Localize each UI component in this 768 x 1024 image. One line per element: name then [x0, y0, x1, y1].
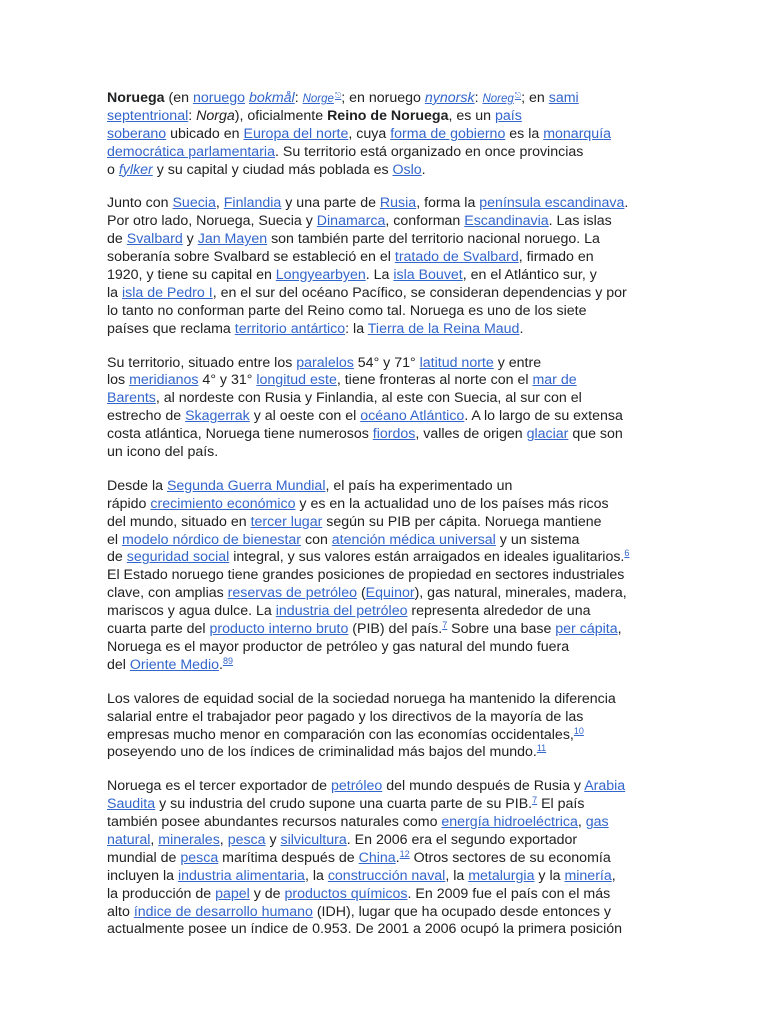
text-segment: mundial de [107, 849, 181, 866]
wiki-link[interactable]: Norge [302, 93, 334, 105]
wiki-link[interactable]: producto interno bruto [209, 621, 349, 638]
text-line [107, 426, 667, 444]
text-segment: y es en la actualidad uno de los países más ricos [295, 495, 609, 512]
text-segment: 4° y 31° [198, 372, 257, 389]
text-line [107, 886, 667, 904]
text-segment: , en el sur del océano Pacífico, se consideran dependencias y por [212, 284, 627, 301]
text-segment: soberanía sobre Svalbard se estableció en el [107, 249, 395, 266]
paragraph [107, 195, 667, 338]
wiki-link[interactable]: océano Atlántico [360, 408, 465, 425]
text-segment: . [519, 320, 524, 337]
text-segment: Por otro lado, Noruega, Suecia y [107, 213, 317, 230]
text-segment: : [188, 107, 197, 124]
wiki-link[interactable]: paralelos [296, 354, 354, 371]
external-link-icon: ⎋ [514, 91, 522, 100]
text-segment: Junto con [107, 195, 173, 212]
text-line [107, 321, 667, 339]
text-line [107, 303, 667, 321]
text-line [107, 355, 667, 373]
text-line [107, 108, 667, 126]
wiki-link[interactable]: energía hidroeléctrica [441, 814, 578, 831]
wiki-link[interactable]: Noreg [482, 93, 514, 105]
text-segment: . [395, 849, 400, 866]
wiki-link[interactable]: petróleo [330, 778, 383, 795]
wiki-link[interactable]: Skagerrak [185, 408, 250, 425]
wiki-link[interactable]: monarquía [543, 125, 612, 142]
text-segment: ( [357, 585, 366, 602]
text-segment: costa atlántica, Noruega tiene numerosos [107, 426, 373, 443]
text-segment: 1920, y tiene su capital en [107, 267, 276, 284]
wiki-link[interactable]: Saudita [107, 796, 156, 813]
wiki-link[interactable]: Barents [107, 390, 156, 407]
text-segment: rápido [107, 495, 151, 512]
text-segment: Otros sectores de su economía [409, 849, 611, 866]
text-line [107, 778, 667, 796]
wiki-link[interactable]: gas [585, 814, 609, 831]
text-line [107, 514, 667, 532]
text-segment: , [617, 621, 622, 638]
wiki-link[interactable]: Dinamarca [316, 213, 386, 230]
text-segment: alto [107, 903, 134, 920]
wiki-link[interactable]: modelo nórdico de bienestar [121, 531, 302, 548]
wiki-link[interactable]: isla de Pedro I [121, 284, 213, 301]
wiki-link[interactable]: Oslo [392, 161, 422, 178]
text-segment: Noruega es el mayor productor de petróleo y gas natural del mundo fuera [107, 638, 570, 655]
wiki-link[interactable]: mar de [532, 372, 577, 389]
text-segment: países que reclama [107, 320, 235, 337]
text-segment: los [107, 372, 130, 389]
reference-link[interactable]: 6 [624, 548, 630, 559]
wiki-link[interactable]: silvicultura [280, 831, 347, 848]
reference-link[interactable]: 89 [222, 655, 233, 666]
wiki-link[interactable]: seguridad social [126, 549, 230, 566]
text-segment: : [474, 90, 483, 106]
text-segment: Desde la [107, 477, 167, 494]
text-segment: la [107, 284, 122, 301]
text-segment: es la [505, 125, 544, 142]
text-line [107, 921, 667, 939]
text-line [107, 549, 667, 567]
text-segment: y [265, 831, 281, 848]
text-line [107, 727, 667, 745]
text-line [107, 868, 667, 886]
text-segment: poseyendo uno de los índices de criminalidad más bajos del mundo. [107, 744, 537, 761]
wiki-link[interactable]: metalurgia [468, 867, 535, 884]
wiki-link[interactable]: nynorsk [424, 90, 475, 106]
text-line [107, 144, 667, 162]
wiki-link[interactable]: bokmål [248, 90, 295, 106]
external-link-icon: ⎋ [334, 91, 342, 100]
text-line [107, 249, 667, 267]
text-line [107, 231, 667, 249]
text-segment: , conforman [385, 213, 465, 230]
text-line [107, 691, 667, 709]
wiki-link[interactable]: industria alimentaria [177, 867, 305, 884]
wiki-link[interactable]: noruego [192, 90, 246, 106]
text-segment: , el país ha experimentado un [325, 477, 513, 494]
text-segment: lo tanto no conforman parte del Reino como tal. Noruega es uno de los siete [107, 302, 587, 319]
text-segment: que son [568, 426, 623, 443]
text-segment: , [611, 867, 616, 884]
paragraph [107, 778, 667, 939]
text-segment: del mundo después de Rusia y [382, 778, 585, 795]
wiki-link[interactable]: natural [107, 831, 151, 848]
text-line [107, 90, 667, 108]
text-segment: , forma la [416, 195, 480, 212]
wiki-link[interactable]: Longyearbyen [275, 267, 366, 284]
wiki-link[interactable]: meridianos [129, 372, 199, 389]
wiki-link[interactable]: papel [215, 885, 250, 902]
wiki-link[interactable]: per cápita [555, 621, 618, 638]
reference-link[interactable]: 7 [532, 795, 538, 806]
wiki-link[interactable]: fylker [118, 161, 153, 178]
text-line [107, 814, 667, 832]
wiki-link[interactable]: Arabia [584, 778, 626, 795]
text-segment: ; en noruego [341, 90, 425, 106]
text-segment: , [577, 814, 586, 831]
wiki-link[interactable]: Tierra de la Reina Maud [367, 320, 520, 337]
text-segment: actualmente posee un índice de 0.953. De 2001 a 2006 ocupó la primera posición [107, 921, 623, 938]
text-segment: . [624, 195, 629, 212]
text-segment: . A lo largo de su extensa [464, 408, 623, 425]
text-segment: , cuya [348, 125, 391, 142]
wiki-link[interactable]: isla Bouvet [393, 267, 463, 284]
text-line [107, 267, 667, 285]
text-line [107, 162, 667, 180]
wiki-link[interactable]: pesca [180, 849, 219, 866]
wiki-link[interactable]: península escandinava [479, 195, 625, 212]
text-segment: Norga [196, 107, 235, 124]
text-segment: y una parte de [281, 195, 380, 212]
text-segment: , [215, 195, 224, 212]
text-segment: . Las islas [548, 213, 612, 230]
text-segment: Su territorio, situado entre los [107, 354, 297, 371]
text-segment: estrecho de [107, 408, 186, 425]
paragraph [107, 691, 667, 763]
text-segment: son también parte del territorio nacional noruego. La [267, 231, 600, 248]
wiki-link[interactable]: democrática parlamentaria [107, 143, 275, 160]
text-segment: mariscos y agua dulce. La [107, 603, 276, 620]
text-segment: un icono del país. [107, 444, 219, 461]
text-segment: y de [249, 885, 285, 902]
text-line [107, 285, 667, 303]
wiki-link[interactable]: forma de gobierno [390, 125, 506, 142]
text-segment: incluyen la [107, 867, 178, 884]
text-segment: . En 2006 era el segundo exportador [346, 831, 578, 848]
text-segment: . Su territorio está organizado en once provincias [274, 143, 584, 160]
wiki-link[interactable]: minería [564, 867, 612, 884]
text-segment: representa alrededor de una [407, 603, 591, 620]
text-line [107, 444, 667, 462]
wiki-link[interactable]: Segunda Guerra Mundial [166, 477, 326, 494]
text-segment: de [107, 231, 127, 248]
text-segment: Noruega es el tercer exportador de [107, 778, 331, 795]
wiki-link[interactable]: país [495, 107, 522, 124]
text-line [107, 126, 667, 144]
text-line [107, 195, 667, 213]
text-segment: de [107, 549, 127, 566]
text-segment: . [421, 161, 426, 178]
text-segment: , la [445, 867, 469, 884]
text-segment: salarial entre el trabajador peor pagado y los directivos de la mayoría de las [107, 708, 584, 725]
text-segment: ), oficialmente [234, 107, 328, 124]
text-segment: y al oeste con el [249, 408, 361, 425]
text-line [107, 850, 667, 868]
text-segment: . En 2009 fue el país con el más [407, 885, 611, 902]
text-segment: , es un [448, 107, 496, 124]
text-segment: . La [365, 267, 394, 284]
text-segment: : [294, 90, 303, 106]
text-segment: Noruega [107, 90, 165, 106]
wiki-link[interactable]: soberano [107, 125, 167, 142]
article-body [107, 90, 667, 955]
text-line [107, 621, 667, 639]
text-segment: . [218, 656, 223, 673]
wiki-link[interactable]: industria del petróleo [275, 603, 408, 620]
text-line [107, 709, 667, 727]
wiki-link[interactable]: glaciar [526, 426, 569, 443]
text-segment: el [107, 531, 122, 548]
text-segment: ; en [521, 90, 549, 106]
wiki-link[interactable]: tratado de Svalbard [394, 249, 519, 266]
text-segment: con [301, 531, 332, 548]
text-line [107, 372, 667, 390]
text-line [107, 744, 667, 762]
text-segment: cuarta parte del [107, 621, 210, 638]
wiki-link[interactable]: territorio antártico [234, 320, 346, 337]
wiki-link[interactable]: minerales [158, 831, 220, 848]
wiki-link[interactable]: Europa del norte [243, 125, 349, 142]
paragraph [107, 355, 667, 462]
text-segment: (PIB) del país. [348, 621, 443, 638]
text-segment: Los valores de equidad social de la sociedad noruega ha mantenido la diferencia [107, 690, 616, 707]
paragraph [107, 90, 667, 179]
text-segment: marítima después de [218, 849, 359, 866]
reference-link[interactable]: 12 [399, 848, 410, 859]
wiki-link[interactable]: Rusia [379, 195, 417, 212]
text-segment: , firmado en [518, 249, 594, 266]
text-segment: , al nordeste con Rusia y Finlandia, al este con Suecia, al sur con el [155, 390, 582, 407]
text-segment: y su capital y ciudad más poblada es [152, 161, 393, 178]
wiki-link[interactable]: Equinor [365, 585, 415, 602]
wiki-link[interactable]: construcción naval [327, 867, 446, 884]
reference-link[interactable]: 10 [573, 725, 584, 736]
text-line [107, 585, 667, 603]
text-segment: El Estado noruego tiene grandes posiciones de propiedad en sectores industriales [107, 567, 625, 584]
text-segment: , [219, 831, 228, 848]
wiki-link[interactable]: atención médica universal [331, 531, 496, 548]
wiki-link[interactable]: septentrional [107, 107, 189, 124]
text-segment: Reino de Noruega [327, 107, 449, 124]
text-segment: , la [304, 867, 328, 884]
text-segment: y su industria del crudo supone una cuarta parte de su PIB. [155, 796, 533, 813]
wiki-link[interactable]: Finlandia [223, 195, 282, 212]
text-segment: del [107, 656, 130, 673]
text-line [107, 213, 667, 231]
wiki-link[interactable]: Oriente Medio [129, 656, 219, 673]
text-line [107, 657, 667, 675]
text-segment: y [182, 231, 198, 248]
text-line [107, 567, 667, 585]
wiki-link[interactable]: latitud norte [419, 354, 494, 371]
wiki-link[interactable]: Escandinavia [464, 213, 549, 230]
wiki-link[interactable]: Svalbard [126, 231, 183, 248]
text-line [107, 832, 667, 850]
text-segment: : la [345, 320, 368, 337]
text-segment: (IDH), lugar que ha ocupado desde entonces y [312, 903, 611, 920]
text-segment: y entre [493, 354, 542, 371]
text-segment: ubicado en [166, 125, 244, 142]
text-segment: , tiene fronteras al norte con el [336, 372, 533, 389]
text-segment: empresas mucho menor en comparación con las economías occidentales, [107, 726, 574, 743]
wiki-link[interactable]: fiordos [372, 426, 416, 443]
text-line [107, 496, 667, 514]
wiki-link[interactable]: tercer lugar [250, 513, 323, 530]
wiki-link[interactable]: crecimiento económico [150, 495, 296, 512]
text-segment: y la [534, 867, 565, 884]
text-segment: la producción de [107, 885, 216, 902]
reference-link[interactable]: 7 [442, 620, 448, 631]
text-segment: , [150, 831, 159, 848]
wiki-link[interactable]: pesca [227, 831, 266, 848]
text-line [107, 603, 667, 621]
wiki-link[interactable]: productos químicos [284, 885, 408, 902]
text-segment: clave, con amplias [107, 585, 228, 602]
text-line [107, 532, 667, 550]
text-segment: 54° y 71° [353, 354, 420, 371]
text-line [107, 639, 667, 657]
paragraph [107, 478, 667, 675]
text-line [107, 408, 667, 426]
reference-link[interactable]: 11 [536, 743, 547, 754]
text-segment: ), gas natural, minerales, madera, [414, 585, 627, 602]
text-segment: , valles de origen [415, 426, 527, 443]
text-segment: Sobre una base [447, 621, 556, 638]
wiki-link[interactable]: China [358, 849, 396, 866]
text-segment: , en el Atlántico sur, y [462, 267, 597, 284]
text-line [107, 796, 667, 814]
text-line [107, 904, 667, 922]
text-segment: del mundo, situado en [107, 513, 251, 530]
wiki-link[interactable]: índice de desarrollo humano [133, 903, 313, 920]
text-segment: según su PIB per cápita. Noruega mantiene [322, 513, 602, 530]
wiki-link[interactable]: reservas de petróleo [227, 585, 357, 602]
text-segment: integral, y sus valores están arraigados en ideales igualitarios. [229, 549, 625, 566]
wiki-link[interactable]: longitud este [256, 372, 337, 389]
wiki-link[interactable]: Jan Mayen [197, 231, 268, 248]
text-segment: y un sistema [495, 531, 580, 548]
wiki-link[interactable]: sami [548, 90, 579, 106]
text-segment: (en [164, 90, 193, 106]
text-segment: o [107, 161, 119, 178]
text-line [107, 390, 667, 408]
text-segment: también posee abundantes recursos naturales como [107, 814, 442, 831]
wiki-link[interactable]: Suecia [172, 195, 216, 212]
text-line [107, 478, 667, 496]
text-segment: El país [537, 796, 585, 813]
